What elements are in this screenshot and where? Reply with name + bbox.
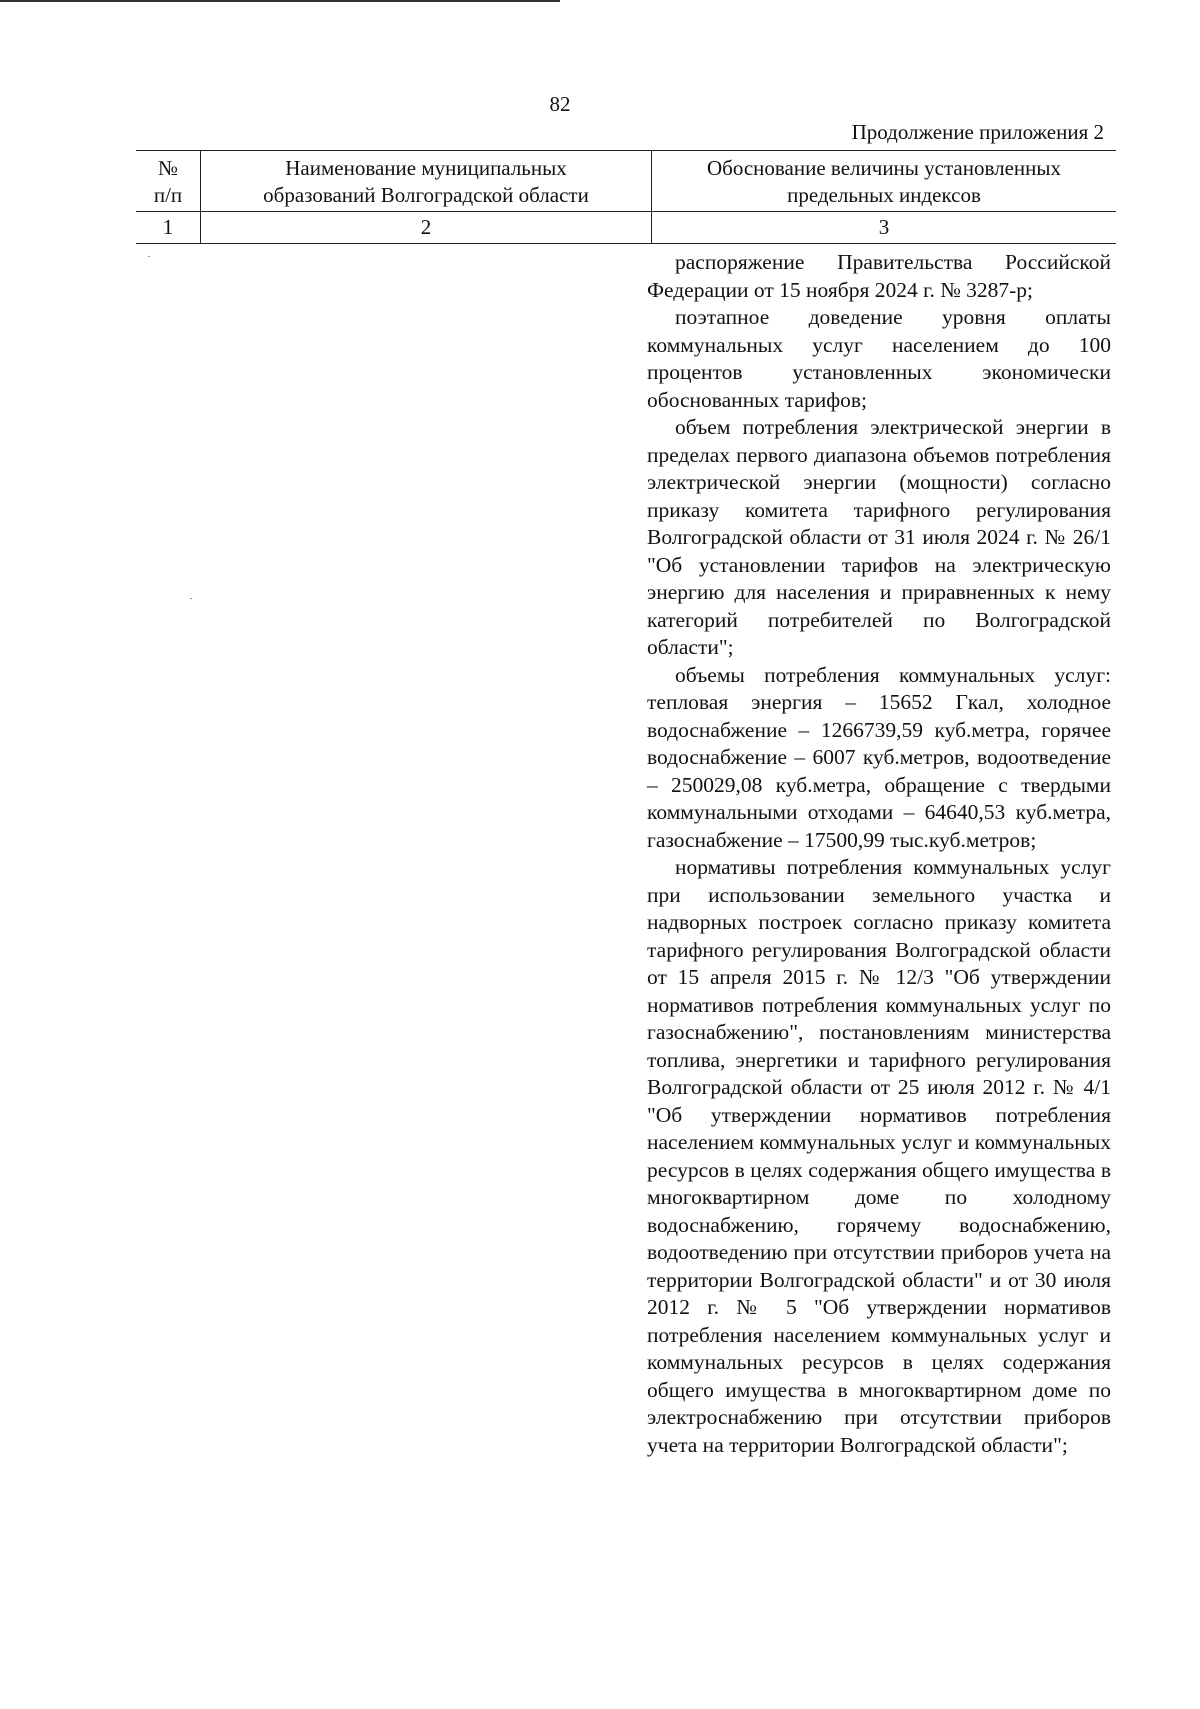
scan-edge-line bbox=[0, 0, 560, 2]
page-number: 82 bbox=[549, 92, 571, 116]
continuation-label: Продолжение приложения 2 bbox=[851, 120, 1104, 144]
header-col-municipality bbox=[201, 151, 652, 212]
header-col-justification-line1: Обоснование величины установленных bbox=[706, 156, 1061, 180]
header-col-justification bbox=[652, 151, 1117, 212]
scan-speck bbox=[190, 598, 192, 599]
paragraph: нормативы потребления коммунальных услуг при использовании земельного участка и надворных построек согласно приказу комитета тарифного регулирования Волгоградской области от 15 апреля 2015 г. № 12/3 "Об утверждении нормативов потребления коммунальных услуг по газоснабжению", постановлениям министерства топлива, энергетики и тарифного регулирования Волгоградской области от 25 июля 2012 г. № 4/1 "Об утверждении нормативов потребления населением коммунальных услуг и коммунальных ресурсов в целях содержания общего имущества в многоквартирном доме по холодному водоснабжению, горячему водоснабжению, водоотведению при отсутствии приборов учета на территории Волгоградской области" и от 30 июля 2012 г. № 5 "Об утверждении нормативов потребления населением коммунальных услуг и коммунальных ресурсов в целях содержания общего имущества в многоквартирном доме по электроснабжению при отсутствии приборов учета на территории Волгоградской области"; bbox=[647, 855, 1111, 1457]
header-col-municipality-line2: образований Волгоградской области bbox=[263, 183, 589, 207]
scan-speck bbox=[148, 256, 150, 257]
column-number-2: 2 bbox=[201, 212, 652, 244]
paragraph: объем потребления электрической энергии в пределах первого диапазона объемов потребления электрической энергии (мощности) согласно приказу комитета тарифного регулирования Волгоградской области от 31 июля 2024 г. № 26/1 "Об установлении тарифов на электрическую энергию для населения и приравненных к нему категорий потребителей по Волгоградской области"; bbox=[647, 415, 1111, 659]
header-col-number bbox=[136, 151, 201, 212]
header-col-justification-line2: предельных индексов bbox=[787, 183, 981, 207]
paragraph: распоряжение Правительства Российской Федерации от 15 ноября 2024 г. № 3287-р; bbox=[647, 250, 1111, 302]
justification-text bbox=[647, 249, 1111, 1459]
paragraph: объемы потребления коммунальных услуг: тепловая энергия – 15652 Гкал, холодное водоснабжение – 1266739,59 куб.метра, горячее водоснабжение – 6007 куб.метров, водоотведение – 250029,08 куб.метра, обращение с твердыми коммунальными отходами – 64640,53 куб.метра, газоснабжение – 17500,99 тыс.куб.метров; bbox=[647, 662, 1111, 852]
table-number-row bbox=[136, 212, 1116, 244]
paragraph: поэтапное доведение уровня оплаты коммунальных услуг населением до 100 процентов установленных экономически обоснованных тарифов; bbox=[647, 305, 1111, 412]
table-header bbox=[136, 150, 1116, 244]
header-col-number-line2: п/п bbox=[153, 183, 183, 207]
header-col-municipality-line1: Наименование муниципальных bbox=[285, 156, 567, 180]
header-col-number-line1: № bbox=[157, 156, 179, 180]
column-number-1: 1 bbox=[136, 212, 201, 244]
column-number-3: 3 bbox=[652, 212, 1117, 244]
table-header-row bbox=[136, 151, 1116, 212]
